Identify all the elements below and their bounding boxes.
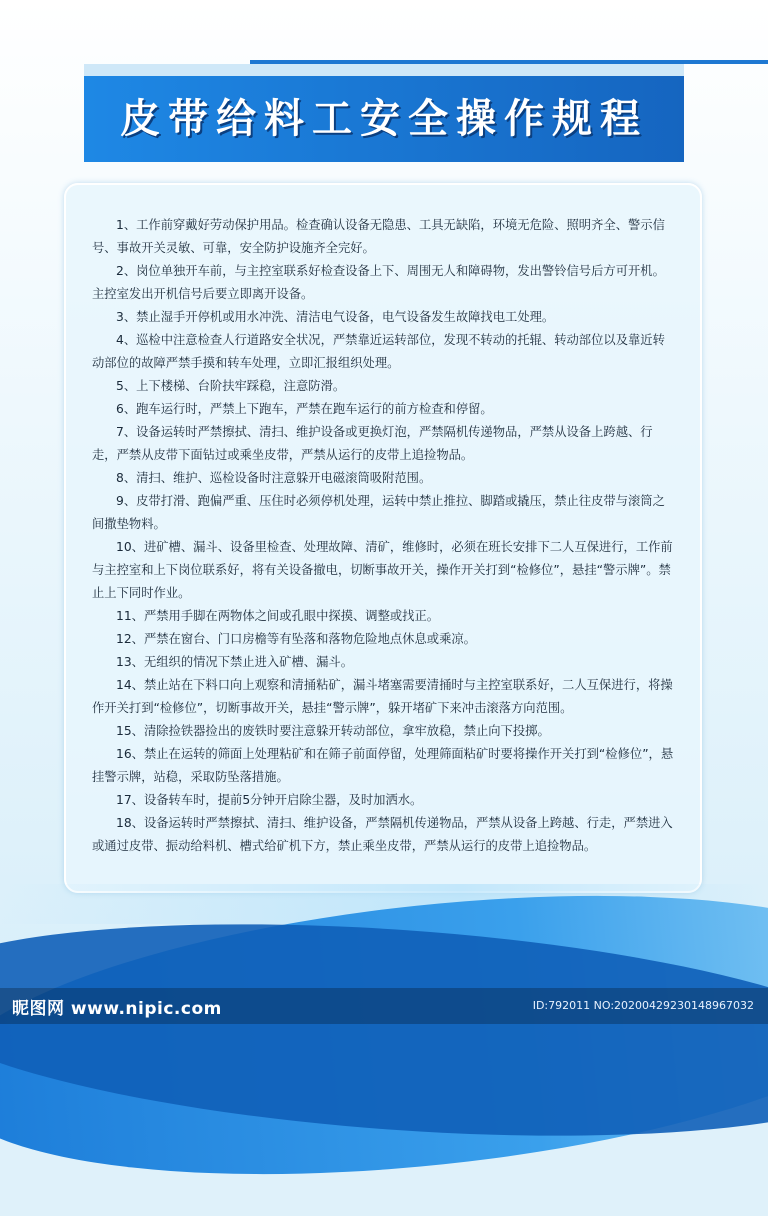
rule-item: 11、严禁用手脚在两物体之间或孔眼中探摸、调整或找正。	[116, 609, 440, 623]
rule-item: 1、工作前穿戴好劳动保护用品。检查确认设备无隐患、工具无缺陷，环境无危险、照明齐全、警示信号、事故开关灵敏、可靠，安全防护设施齐全完好。	[92, 218, 665, 255]
rule-item: 18、设备运转时严禁擦拭、清扫、维护设备，严禁隔机传递物品，严禁从设备上跨越、行走，严禁进入或通过皮带、振动给料机、槽式给矿机下方，禁止乘坐皮带，严禁从运行的皮带上追捡物品。	[92, 816, 673, 853]
rule-item: 10、进矿槽、漏斗、设备里检查、处理故障、清矿，维修时，必须在班长安排下二人互保进行，工作前与主控室和上下岗位联系好，将有关设备撤电，切断事故开关，操作开关打到“检修位”，悬挂“警示牌”。禁止上下同时作业。	[92, 540, 673, 600]
rule-item: 6、跑车运行时，严禁上下跑车，严禁在跑车运行的前方检查和停留。	[116, 402, 493, 416]
rule-item: 15、清除捡铁器捡出的废铁时要注意躲开转动部位，拿牢放稳，禁止向下投掷。	[116, 724, 550, 738]
rule-item: 14、禁止站在下料口向上观察和清捅粘矿，漏斗堵塞需要清捅时与主控室联系好，二人互保进行，将操作开关打到“检修位”，切断事故开关，悬挂“警示牌”，躲开堵矿下来冲击滚落方向范围。	[92, 678, 673, 715]
title-band-shadow	[84, 64, 684, 76]
rule-item: 3、禁止湿手开停机或用水冲洗、清洁电气设备，电气设备发生故障找电工处理。	[116, 310, 555, 324]
rule-item: 13、无组织的情况下禁止进入矿槽、漏斗。	[116, 655, 353, 669]
rule-item: 17、设备转车时，提前5分钟开启除尘器，及时加洒水。	[116, 793, 423, 807]
watermark-id: ID:792011 NO:20200429230148967032	[532, 999, 754, 1012]
rule-item: 8、清扫、维护、巡检设备时注意躲开电磁滚筒吸附范围。	[116, 471, 432, 485]
rule-item: 7、设备运转时严禁擦拭、清扫、维护设备或更换灯泡，严禁隔机传递物品，严禁从设备上跨越、行走，严禁从皮带下面钻过或乘坐皮带，严禁从运行的皮带上追捡物品。	[92, 425, 653, 462]
rule-item: 9、皮带打滑、跑偏严重、压住时必须停机处理，运转中禁止推拉、脚踏或撬压，禁止往皮带与滚筒之间撒垫物料。	[92, 494, 665, 531]
rule-item: 12、严禁在窗台、门口房檐等有坠落和落物危险地点休息或乘凉。	[116, 632, 476, 646]
rule-item: 2、岗位单独开车前，与主控室联系好检查设备上下、周围无人和障碍物，发出警铃信号后方可开机。主控室发出开机信号后要立即离开设备。	[92, 264, 665, 301]
rules-list	[92, 214, 677, 858]
rule-item: 5、上下楼梯、台阶扶牢踩稳，注意防滑。	[116, 379, 346, 393]
watermark-site: 昵图网 www.nipic.com	[12, 999, 222, 1019]
poster-title: 皮带给料工安全操作规程	[120, 95, 648, 142]
rule-item: 4、巡检中注意检查人行道路安全状况，严禁靠近运转部位，发现不转动的托辊、转动部位以及靠近转动部位的故障严禁手摸和转车处理，立即汇报组织处理。	[92, 333, 665, 370]
rule-item: 16、禁止在运转的筛面上处理粘矿和在筛子前面停留，处理筛面粘矿时要将操作开关打到“检修位”，悬挂警示牌，站稳，采取防坠落措施。	[92, 747, 674, 784]
